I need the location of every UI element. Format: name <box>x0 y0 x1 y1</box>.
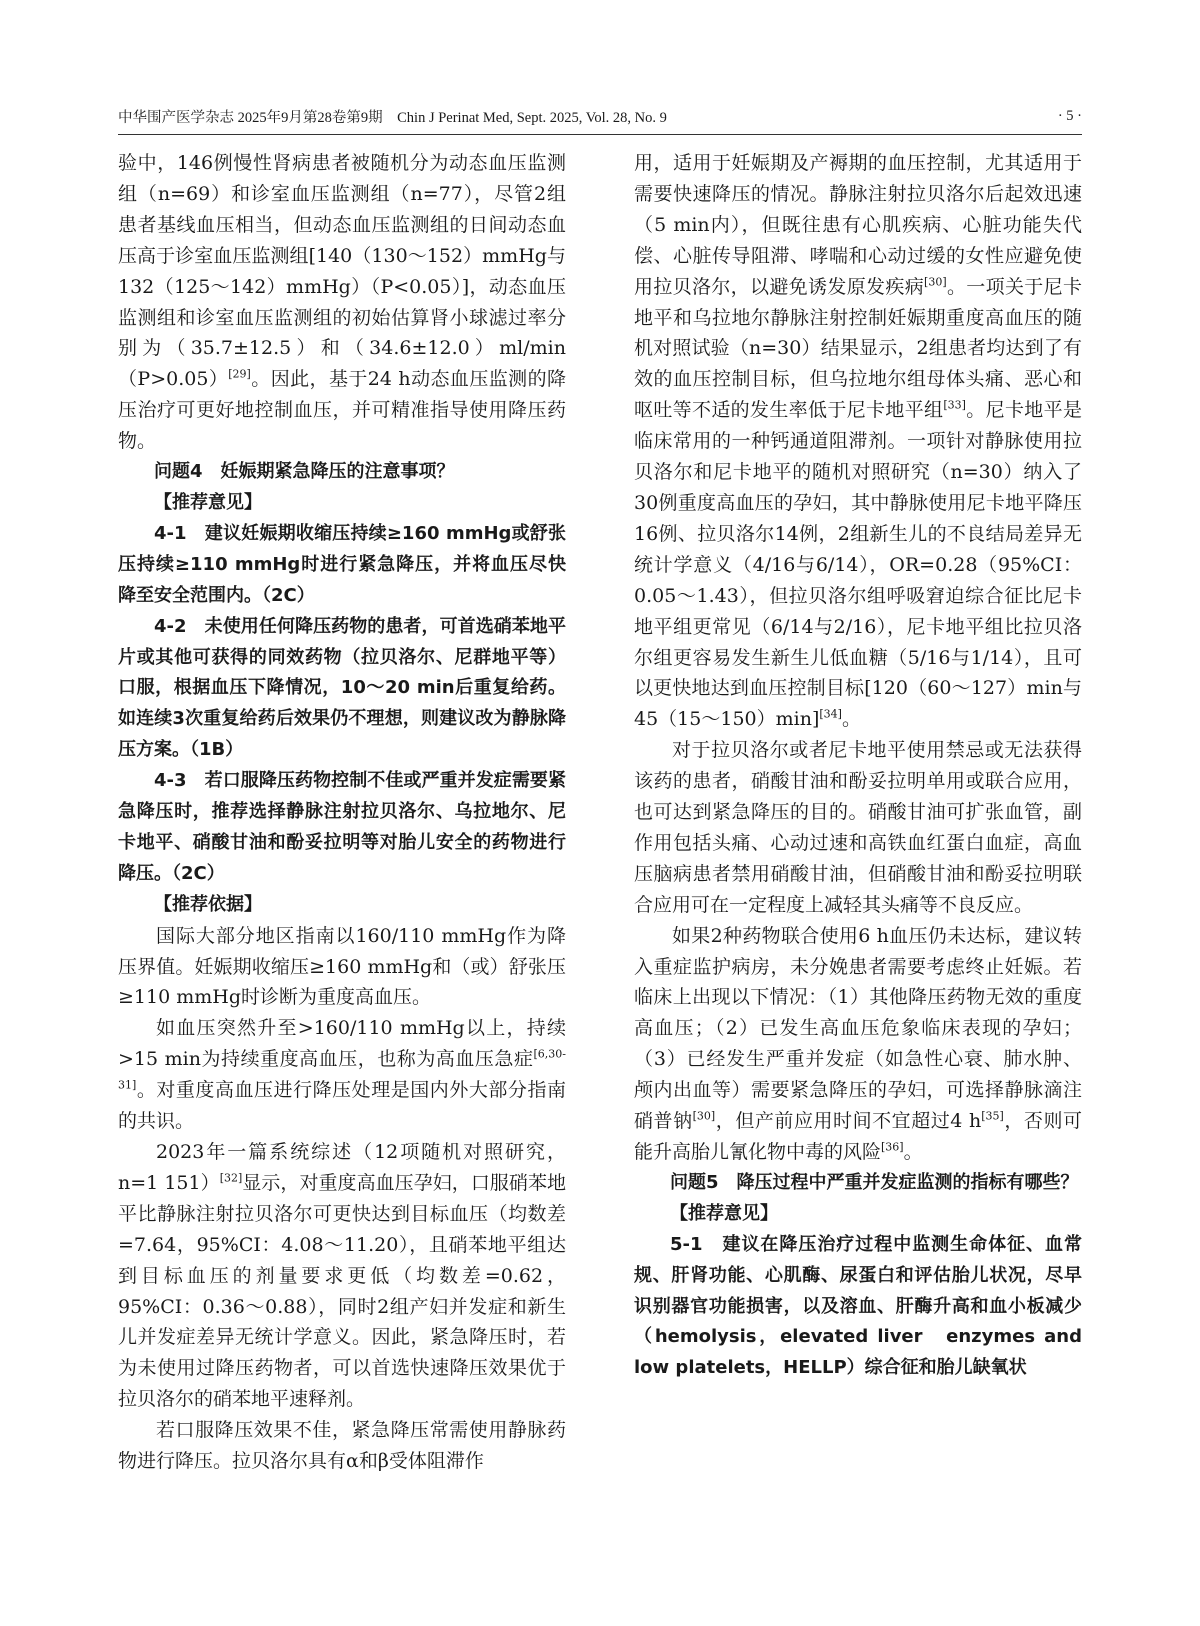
recommendation-item: 4-1 建议妊娠期收缩压持续≥160 mmHg或舒张压持续≥110 mmHg时进行紧急降压，并将血压尽快降至安全范围内。（2C） <box>118 522 566 606</box>
paragraph: 如果2种药物联合使用6 h血压仍未达标，建议转入重症监护病房，未分娩患者需要考虑终止妊娠。若临床上出现以下情况：（1）其他降压药物无效的重度高血压；（2）已发生高血压危象临床表现的孕妇；（3）已经发生严重并发症（如急性心衰、肺水肿、颅内出血等）需要紧急降压的孕妇，可选择静脉滴注硝普钠[30]，但产前应用时间不宜超过4 h[35]，否则可能升高胎儿氰化物中毒的风险[36]。 <box>634 924 1082 1163</box>
citation[interactable]: [33] <box>943 398 966 412</box>
paragraph: 2023年一篇系统综述（12项随机对照研究，n=1 151）[32]显示，对重度高血压孕妇，口服硝苯地平比静脉注射拉贝洛尔可更快达到目标血压（均数差=7.64，95%CI：4.08～11.20），且硝苯地平组达到目标血压的剂量要求更低（均数差=0.62，95%CI：0.36～0.88），同时2组产妇并发症和新生儿并发症差异无统计学意义。因此，紧急降压时，若为未使用过降压药物者，可以首选快速降压效果优于拉贝洛尔的硝苯地平速释剂。 <box>118 1141 566 1411</box>
recommendation-item: 4-2 未使用任何降压药物的患者，可首选硝苯地平片或其他可获得的同效药物（拉贝洛尔、尼群地平等）口服，根据血压下降情况，10～20 min后重复给药。如连续3次重复给药后效果仍不理想，则建议改为静脉降压方案。（1B） <box>118 615 566 761</box>
citation[interactable]: [6,30-31] <box>118 1047 566 1092</box>
citation[interactable]: [30] <box>692 1109 716 1123</box>
citation[interactable]: [30] <box>924 275 947 289</box>
paragraph: 国际大部分地区指南以160/110 mmHg作为降压界值。妊娠期收缩压≥160 mmHg和（或）舒张压≥110 mmHg时诊断为重度高血压。 <box>118 924 566 1009</box>
recommendation-item: 5-1 建议在降压治疗过程中监测生命体征、血常规、肝肾功能、心肌酶、尿蛋白和评估胎儿状况，尽早识别器官功能损害，以及溶血、肝酶升高和血小板减少（hemolysis，elevated liver enzymes and low platelets，HELLP）综合征和胎儿缺氧状 <box>634 1233 1082 1379</box>
right-column <box>634 148 1082 1384</box>
page-number: · 5 · <box>1057 107 1082 124</box>
header-rule <box>118 134 1082 135</box>
paragraph: 若口服降压效果不佳，紧急降压常需使用静脉药物进行降压。拉贝洛尔具有α和β受体阻滞作 <box>118 1419 566 1473</box>
question-heading: 问题4 妊娠期紧急降压的注意事项？ <box>154 461 455 483</box>
paragraph: 用，适用于妊娠期及产褥期的血压控制，尤其适用于需要快速降压的情况。静脉注射拉贝洛尔后起效迅速（5 min内），但既往患有心肌疾病、心脏功能失代偿、心脏传导阻滞、哮喘和心动过缓的女性应避免使用拉贝洛尔，以避免诱发原发疾病[30]。一项关于尼卡地平和乌拉地尔静脉注射控制妊娠期重度高血压的随机对照试验（n=30）结果显示，2组患者均达到了有效的血压控制目标，但乌拉地尔组母体头痛、恶心和呕吐等不适的发生率低于尼卡地平组[33]。尼卡地平是临床常用的一种钙通道阻滞剂。一项针对静脉使用拉贝洛尔和尼卡地平的随机对照研究（n=30）纳入了30例重度高血压的孕妇，其中静脉使用尼卡地平降压16例、拉贝洛尔14例，2组新生儿的不良结局差异无统计学意义（4/16与6/14），OR=0.28（95%CI：0.05～1.43），但拉贝洛尔组呼吸窘迫综合征比尼卡地平组更常见（6/14与2/16），尼卡地平组比拉贝洛尔组更容易发生新生儿低血糖（5/16与1/14），且可以更快地达到血压控制目标[120（60～127）min与45（15～150）min][34]。 <box>634 152 1082 731</box>
paragraph: 验中，146例慢性肾病患者被随机分为动态血压监测组（n=69）和诊室血压监测组（n=77），尽管2组患者基线血压相当，但动态血压监测组的日间动态血压高于诊室血压监测组[140（130～152）mmHg与132（125～142）mmHg）（P<0.05）]，动态血压监测组和诊室血压监测组的初始估算肾小球滤过率分别为（35.7±12.5）和（34.6±12.0）ml/min（P>0.05）[29]。因此，基于24 h动态血压监测的降压治疗可更好地控制血压，并可精准指导使用降压药物。 <box>118 152 566 453</box>
paragraph: 对于拉贝洛尔或者尼卡地平使用禁忌或无法获得该药的患者，硝酸甘油和酚妥拉明单用或联合应用，也可达到紧急降压的目的。硝酸甘油可扩张血管，副作用包括头痛、心动过速和高铁血红蛋白血症，高血压脑病患者禁用硝酸甘油，但硝酸甘油和酚妥拉明联合应用可在一定程度上减轻其头痛等不良反应。 <box>634 739 1082 916</box>
question-heading: 问题5 降压过程中严重并发症监测的指标有哪些？ <box>670 1171 1079 1193</box>
journal-citation: 中华围产医学杂志 2025年9月第28卷第9期 Chin J Perinat Med, Sept. 2025, Vol. 28, No. 9 <box>118 109 667 126</box>
recommendation-item: 4-3 若口服降压药物控制不佳或严重并发症需要紧急降压时，推荐选择静脉注射拉贝洛尔、乌拉地尔、尼卡地平、硝酸甘油和酚妥拉明等对胎儿安全的药物进行降压。（2C） <box>118 770 566 884</box>
citation[interactable]: [34] <box>819 707 842 721</box>
left-column <box>118 148 566 1477</box>
running-header <box>118 103 1082 129</box>
basis-heading: 【推荐依据】 <box>154 893 262 915</box>
paragraph: 如血压突然升至>160/110 mmHg以上，持续>15 min为持续重度高血压，也称为高血压急症[6,30-31]。对重度高血压进行降压处理是国内外大部分指南的共识。 <box>118 1017 566 1133</box>
citation[interactable]: [35] <box>981 1109 1004 1123</box>
citation[interactable]: [29] <box>228 368 251 382</box>
recommendation-heading: 【推荐意见】 <box>154 491 262 513</box>
citation[interactable]: [36] <box>881 1140 904 1154</box>
recommendation-heading: 【推荐意见】 <box>670 1202 778 1224</box>
citation[interactable]: [32] <box>219 1171 243 1185</box>
